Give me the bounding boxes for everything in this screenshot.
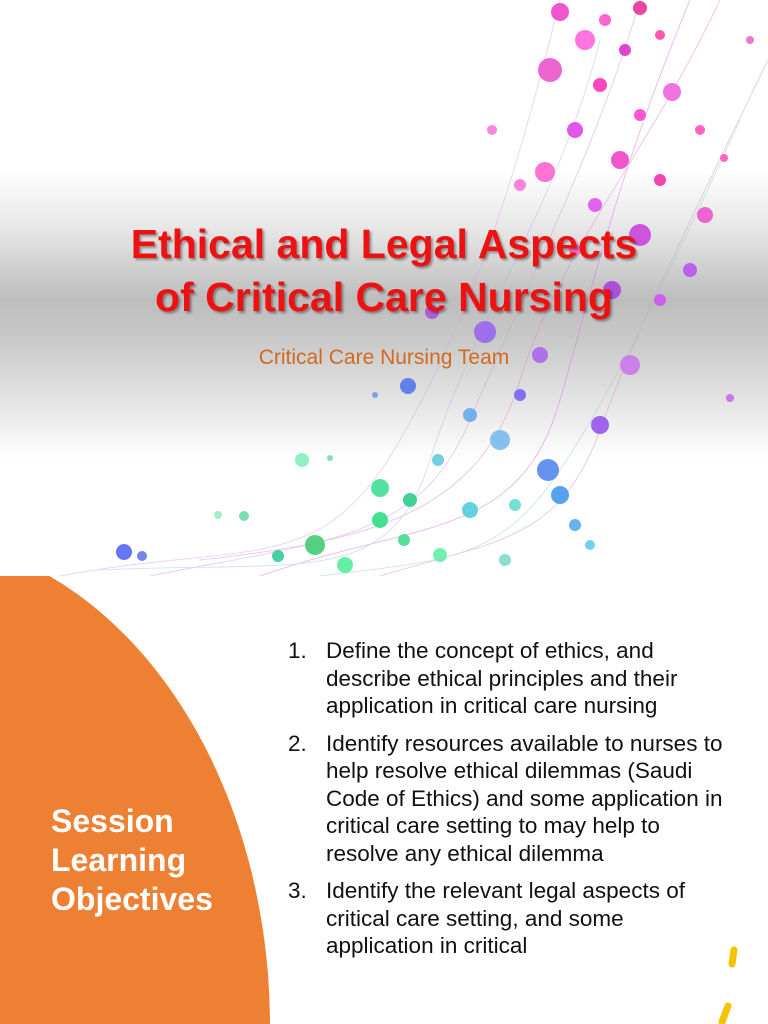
orange-side-panel: [0, 576, 270, 1024]
objectives-list: [288, 637, 728, 970]
objective-item: [288, 730, 728, 868]
objectives-heading: [51, 802, 251, 919]
objective-text: Define the concept of ethics, and describe ethical principles and their application in critical care nursing: [326, 638, 678, 718]
objective-number: 1.: [288, 638, 307, 663]
presentation-subtitle: Critical Care Nursing Team: [258, 346, 510, 369]
title-line-1: Ethical and Legal Aspects: [130, 221, 638, 267]
heading-line-2: Learning: [51, 842, 187, 878]
presentation-title: [40, 218, 728, 324]
objective-text: Identify resources available to nurses to help resolve ethical dilemmas (Saudi Code of Ethics) and some application in critical care setting to may help to resolve any ethical dilemma: [326, 730, 723, 866]
objective-item: [288, 877, 728, 960]
heading-line-1: Session: [51, 803, 174, 839]
heading-line-3: Objectives: [51, 881, 213, 917]
objective-number: 3.: [288, 878, 307, 903]
objectives-slide: [0, 576, 768, 1024]
title-line-2: of Critical Care Nursing: [155, 274, 613, 320]
objective-text: Identify the relevant legal aspects of critical care setting, and some application in critical: [326, 878, 685, 958]
objective-item: [288, 637, 728, 720]
objective-number: 2.: [288, 730, 307, 756]
yellow-accent-marks: [716, 946, 746, 1024]
